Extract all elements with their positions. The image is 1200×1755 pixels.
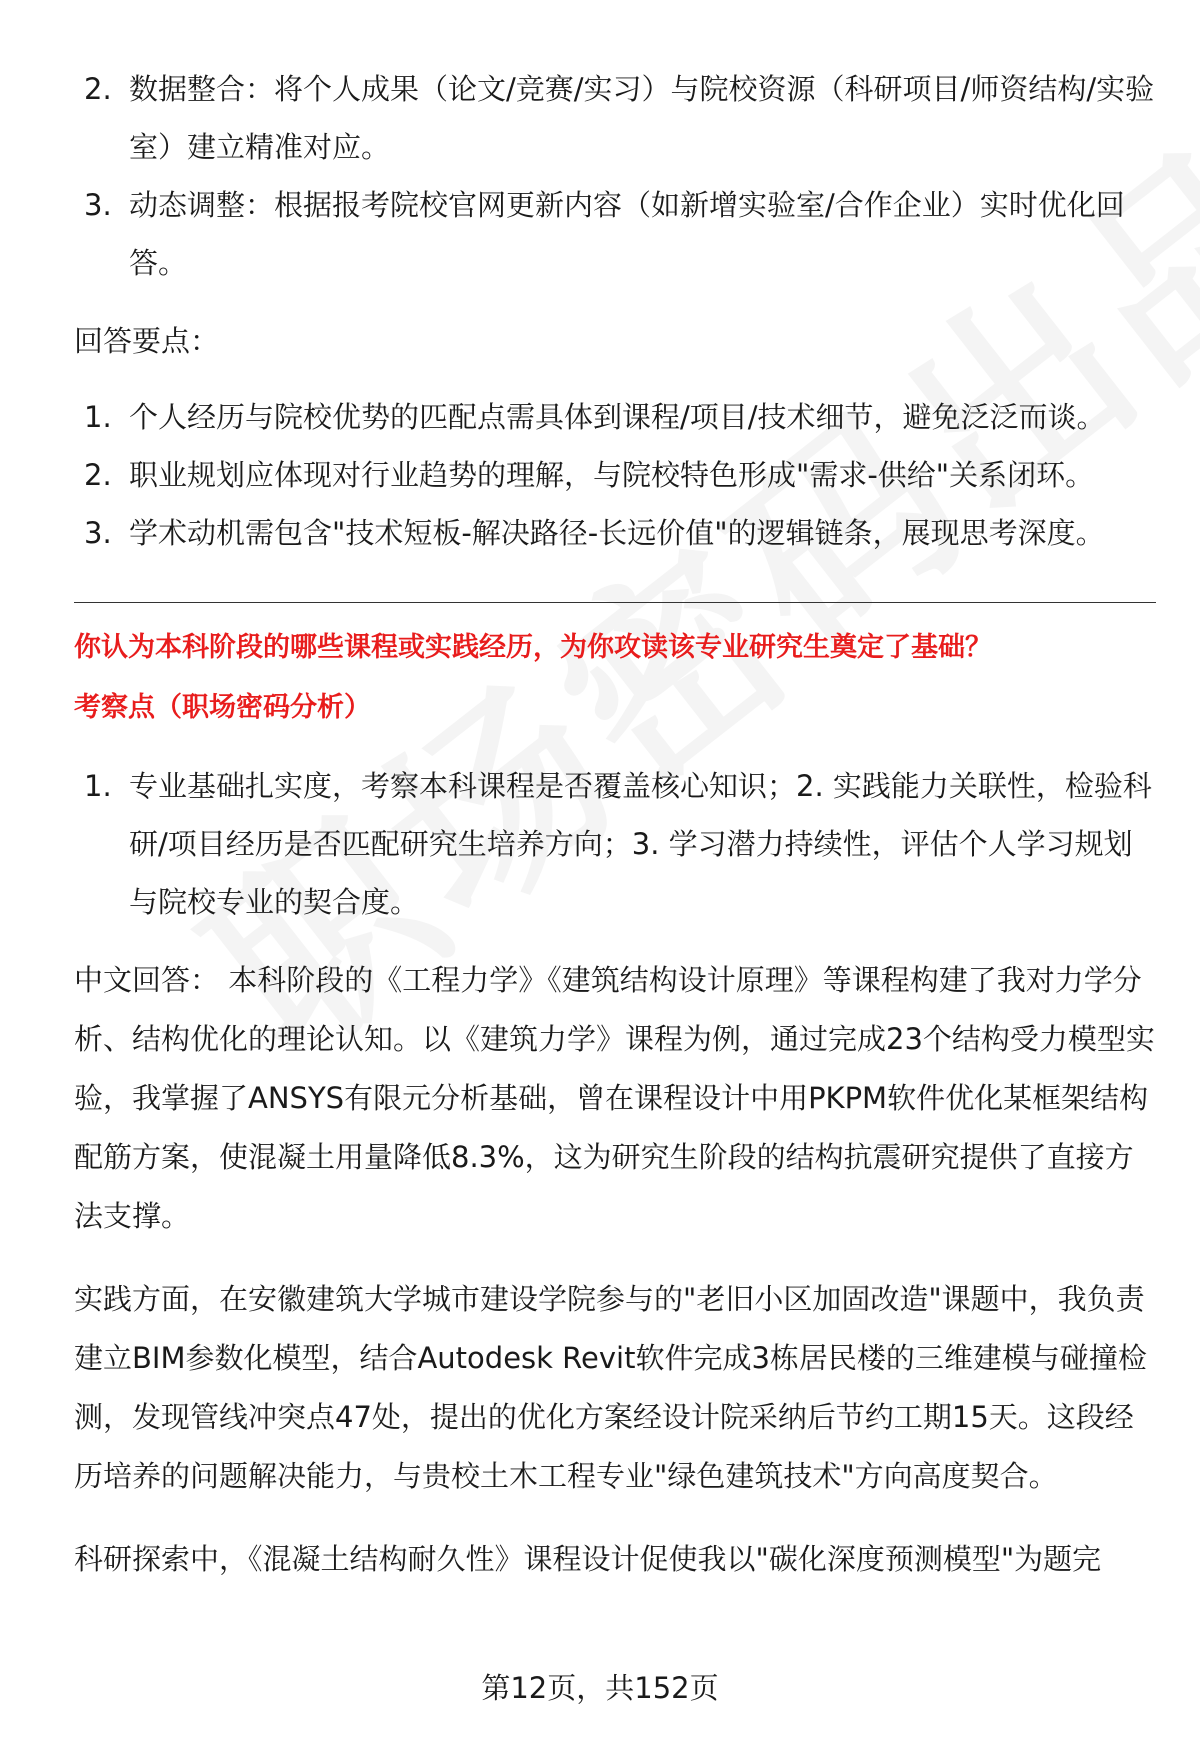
list-item (74, 388, 1156, 446)
list-item (74, 757, 1156, 931)
list-item-number: 3. (84, 516, 112, 550)
page-content (74, 60, 1156, 1589)
exam-points-list (74, 757, 1156, 931)
list-item-text: 职业规划应体现对行业趋势的理解，与院校特色形成"需求-供给"关系闭环。 (129, 458, 1095, 492)
page-number-footer: 第12页，共152页 (481, 1671, 719, 1705)
key-points-list (74, 388, 1156, 562)
list-item-text: 个人经历与院校优势的匹配点需具体到课程/项目/技术细节，避免泛泛而谈。 (129, 400, 1106, 434)
list-item-text: 数据整合：将个人成果（论文/竞赛/实习）与院校资源（科研项目/师资结构/实验室）建立精准对应。 (129, 72, 1155, 164)
exam-point-heading: 考察点（职场密码分析） (74, 692, 371, 723)
section-divider (74, 602, 1156, 603)
list-item-number: 2. (84, 72, 112, 106)
list-item-text: 动态调整：根据报考院校官网更新内容（如新增实验室/合作企业）实时优化回答。 (129, 188, 1125, 280)
list-item-text: 学术动机需包含"技术短板-解决路径-长远价值"的逻辑链条，展现思考深度。 (129, 516, 1105, 550)
list-item-text: 专业基础扎实度，考察本科课程是否覆盖核心知识；2. 实践能力关联性，检验科研/项目经历是否匹配研究生培养方向；3. 学习潜力持续性，评估个人学习规划与院校专业的契合度。 (129, 769, 1152, 919)
list-item (74, 60, 1156, 176)
list-item-number: 1. (84, 400, 112, 434)
list-item (74, 446, 1156, 504)
list-item-number: 1. (84, 769, 112, 803)
answer-paragraph: 中文回答： 本科阶段的《工程力学》《建筑结构设计原理》等课程构建了我对力学分析、结构优化的理论认知。以《建筑力学》课程为例，通过完成23个结构受力模型实验，我掌握了ANSYS有限元分析基础，曾在课程设计中用PKPM软件优化某框架结构配筋方案，使混凝土用量降低8.3%，这为研究生阶段的结构抗震研究提供了直接方法支撑。 (74, 963, 1155, 1233)
answer-paragraph: 科研探索中，《混凝土结构耐久性》课程设计促使我以"碳化深度预测模型"为题完 (74, 1542, 1102, 1576)
list-item-number: 2. (84, 458, 112, 492)
answer-paragraph: 实践方面，在安徽建筑大学城市建设学院参与的"老旧小区加固改造"课题中，我负责建立BIM参数化模型，结合Autodesk Revit软件完成3栋居民楼的三维建模与碰撞检测，发现管线冲突点47处，提出的优化方案经设计院采纳后节约工期15天。这段经历培养的问题解决能力，与贵校土木工程专业"绿色建筑技术"方向高度契合。 (74, 1282, 1147, 1493)
key-points-label: 回答要点： (74, 324, 220, 358)
question-heading: 你认为本科阶段的哪些课程或实践经历，为你攻读该专业研究生奠定了基础？ (74, 632, 992, 663)
list-item (74, 504, 1156, 562)
list-item (74, 176, 1156, 292)
list-item-number: 3. (84, 188, 112, 222)
top-numbered-list (74, 60, 1156, 292)
